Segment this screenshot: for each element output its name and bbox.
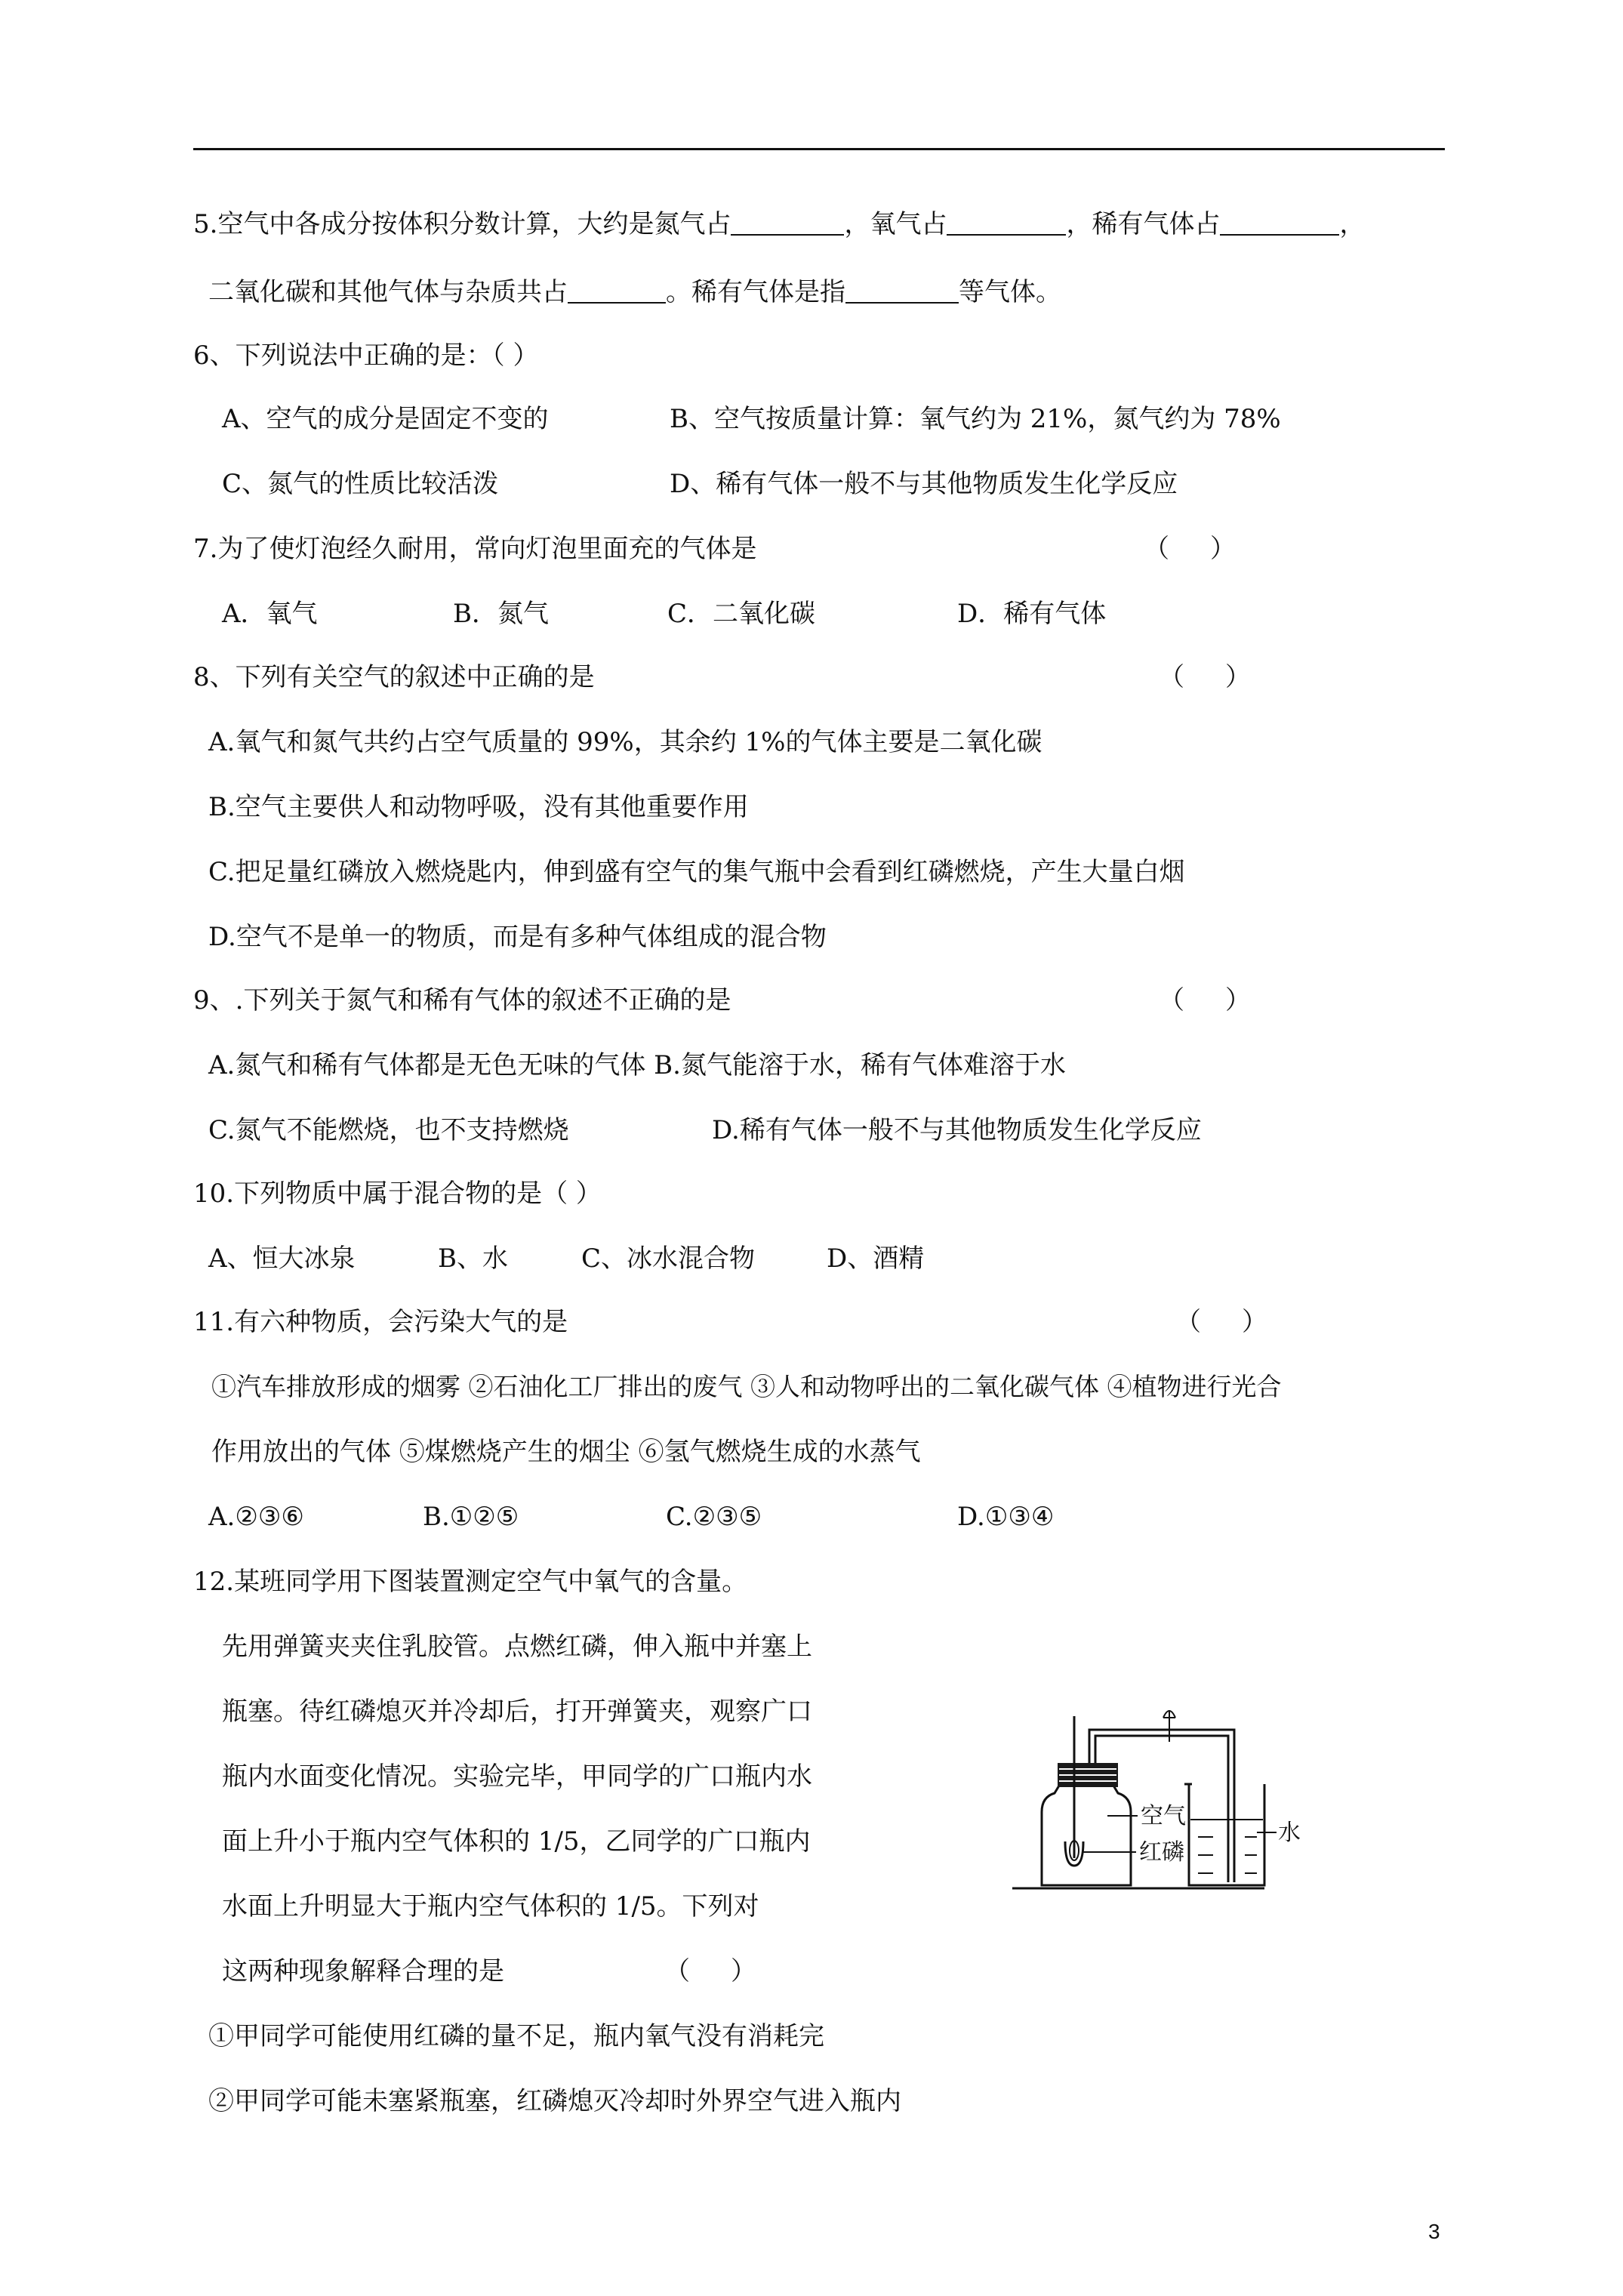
q7-option-b: B．氮气 bbox=[453, 599, 549, 629]
q7-answer-paren: （ ） bbox=[1144, 534, 1236, 564]
q5-blank-rare-gas[interactable] bbox=[1220, 208, 1339, 236]
q8-option-d: D.空气不是单一的物质，而是有多种气体组成的混合物 bbox=[208, 922, 827, 952]
q10-option-c: C、冰水混合物 bbox=[581, 1244, 756, 1274]
apparatus-diagram bbox=[1008, 1687, 1317, 1906]
q9-option-c: C.氮气不能燃烧，也不支持燃烧 bbox=[208, 1115, 569, 1145]
q11-answer-paren: （ ） bbox=[1175, 1307, 1268, 1337]
q8-option-c: C.把足量红磷放入燃烧匙内，伸到盛有空气的集气瓶中会看到红磷燃烧，产生大量白烟 bbox=[208, 857, 1185, 887]
q11-items-line2: 作用放出的气体 ⑤煤燃烧产生的烟尘 ⑥氢气燃烧生成的水蒸气 bbox=[211, 1437, 921, 1467]
q6-option-d: D、稀有气体一般不与其他物质发生化学反应 bbox=[670, 469, 1178, 499]
q5-blank-rare-gas-def[interactable] bbox=[845, 276, 959, 304]
q12-text-line3: 瓶内水面变化情况。实验完毕，甲同学的广口瓶内水 bbox=[222, 1761, 812, 1792]
q11-option-a: A.②③⑥ bbox=[208, 1502, 304, 1532]
q6-option-c: C、氮气的性质比较活泼 bbox=[222, 469, 499, 499]
q10-option-d: D、酒精 bbox=[827, 1244, 925, 1274]
q7-stem: 7.为了使灯泡经久耐用，常向灯泡里面充的气体是 bbox=[193, 534, 757, 564]
q8-answer-paren: （ ） bbox=[1159, 662, 1252, 692]
q12-text-line1: 先用弹簧夹夹住乳胶管。点燃红磷，伸入瓶中并塞上 bbox=[222, 1632, 812, 1662]
q12-stem: 12.某班同学用下图装置测定空气中氧气的含量。 bbox=[193, 1567, 748, 1597]
q5-blank-oxygen[interactable] bbox=[947, 208, 1066, 236]
q5-blank-co2-others[interactable] bbox=[568, 276, 666, 304]
q9-option-ab: A.氮气和稀有气体都是无色无味的气体 B.氮气能溶于水，稀有气体难溶于水 bbox=[208, 1050, 1066, 1080]
q11-stem: 11.有六种物质，会污染大气的是 bbox=[193, 1307, 568, 1337]
q11-items-line1: ①汽车排放形成的烟雾 ②石油化工厂排出的废气 ③人和动物呼出的二氧化碳气体 ④植物进行光合 bbox=[211, 1372, 1282, 1401]
q5-line2: 二氧化碳和其他气体与杂质共占 。稀有气体是指 等气体。 bbox=[208, 277, 1061, 307]
q7-option-c: C．二氧化碳 bbox=[667, 599, 816, 629]
q6-stem: 6、下列说法中正确的是：（ ） bbox=[193, 341, 539, 371]
q12-statement-2: ②甲同学可能未塞紧瓶塞，红磷熄灭冷却时外界空气进入瓶内 bbox=[208, 2086, 901, 2116]
q12-answer-paren: （ ） bbox=[664, 1956, 757, 1986]
wide-mouth-bottle bbox=[1042, 1786, 1131, 1885]
q10-stem: 10.下列物质中属于混合物的是（ ） bbox=[193, 1179, 602, 1209]
beaker bbox=[1189, 1784, 1264, 1885]
q12-text-line4: 面上升小于瓶内空气体积的 1/5，乙同学的广口瓶内 bbox=[222, 1826, 811, 1857]
page-number: 3 bbox=[1428, 2220, 1440, 2243]
q8-option-a: A.氧气和氮气共约占空气质量的 99%，其余约 1%的气体主要是二氧化碳 bbox=[208, 727, 1042, 757]
q10-option-b: B、水 bbox=[438, 1244, 508, 1274]
q8-option-b: B.空气主要供人和动物呼吸，没有其他重要作用 bbox=[208, 792, 749, 822]
q9-option-d: D.稀有气体一般不与其他物质发生化学反应 bbox=[712, 1115, 1202, 1145]
q12-text-line6: 这两种现象解释合理的是 bbox=[222, 1956, 504, 1986]
q11-option-d: D.①③④ bbox=[957, 1502, 1055, 1532]
q9-answer-paren: （ ） bbox=[1159, 985, 1252, 1015]
q10-option-a: A、恒大冰泉 bbox=[208, 1244, 356, 1274]
q12-statement-1: ①甲同学可能使用红磷的量不足，瓶内氧气没有消耗完 bbox=[208, 2021, 824, 2051]
q11-option-c: C.②③⑤ bbox=[666, 1502, 762, 1532]
q6-option-a: A、空气的成分是固定不变的 bbox=[222, 404, 549, 434]
label-red-phosphorus: 红磷 bbox=[1139, 1839, 1184, 1866]
q11-option-b: B.①②⑤ bbox=[423, 1502, 519, 1532]
oxygen-measurement-apparatus-figure bbox=[1008, 1687, 1317, 1906]
q5-line1: 5.空气中各成分按体积分数计算，大约是氮气占 ，氧气占 ，稀有气体占 ， bbox=[193, 209, 1366, 239]
q8-stem: 8、下列有关空气的叙述中正确的是 bbox=[193, 662, 595, 692]
header-rule bbox=[193, 148, 1445, 150]
q7-option-d: D．稀有气体 bbox=[957, 599, 1107, 629]
q6-option-b: B、空气按质量计算：氧气约为 21%，氮气约为 78% bbox=[670, 404, 1281, 434]
label-air: 空气 bbox=[1141, 1803, 1186, 1829]
q5-blank-nitrogen[interactable] bbox=[731, 208, 844, 236]
label-water: 水 bbox=[1278, 1820, 1301, 1846]
q12-text-line5: 水面上升明显大于瓶内空气体积的 1/5。下列对 bbox=[222, 1891, 759, 1922]
q12-text-line2: 瓶塞。待红磷熄灭并冷却后，打开弹簧夹，观察广口 bbox=[222, 1697, 812, 1727]
q7-option-a: A．氧气 bbox=[222, 599, 318, 629]
q9-stem: 9、.下列关于氮气和稀有气体的叙述不正确的是 bbox=[193, 985, 731, 1015]
